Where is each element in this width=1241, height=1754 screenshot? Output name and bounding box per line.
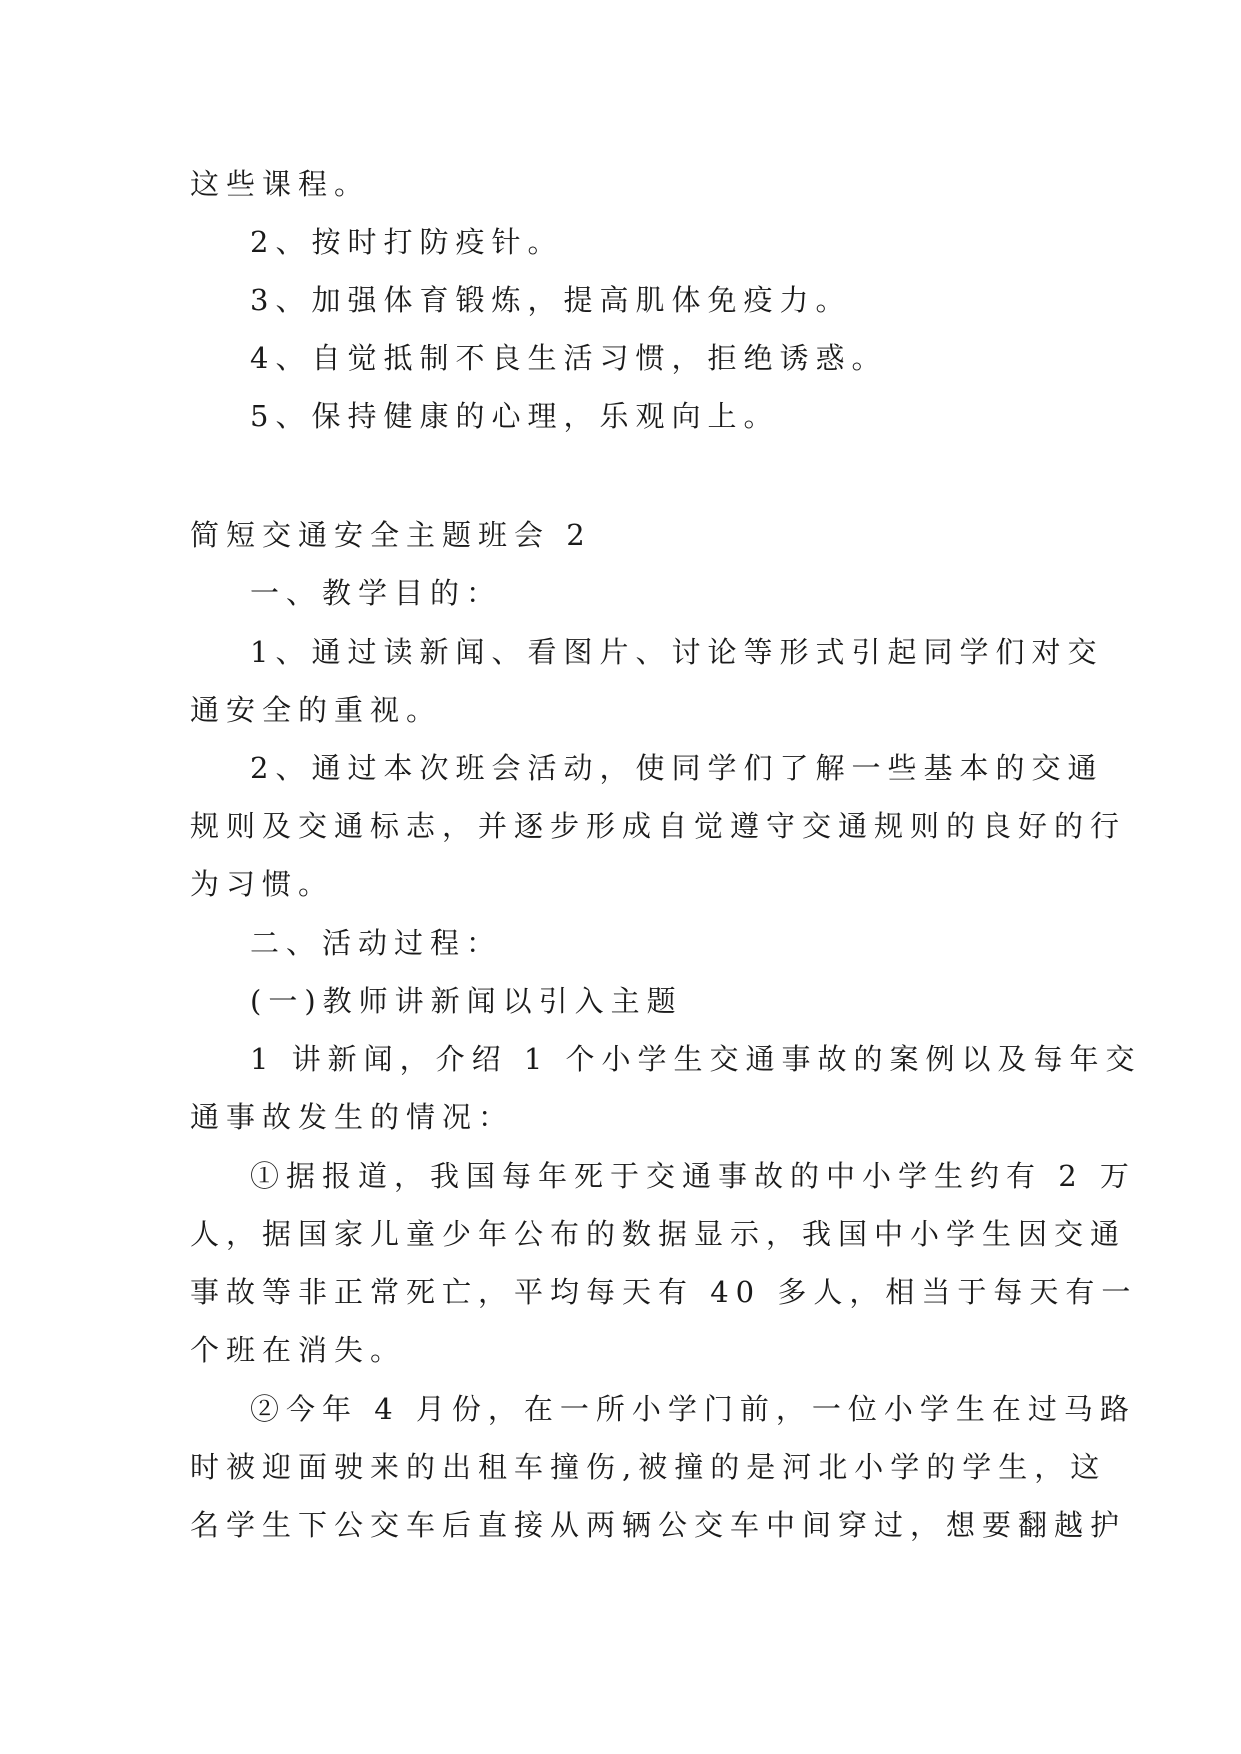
text-line: 通安全的重视。 xyxy=(190,693,443,727)
text-line: (一)教师讲新闻以引入主题 xyxy=(250,984,683,1018)
text-line: 名学生下公交车后直接从两辆公交车中间穿过，想要翻越护 xyxy=(190,1508,1127,1542)
text-line: 规则及交通标志，并逐步形成自觉遵守交通规则的良好的行 xyxy=(190,809,1127,843)
text-line: 1 讲新闻，介绍 1 个小学生交通事故的案例以及每年交 xyxy=(250,1042,1142,1076)
text-line: ①据报道，我国每年死于交通事故的中小学生约有 2 万 xyxy=(250,1159,1136,1193)
text-line: 时被迎面驶来的出租车撞伤,被撞的是河北小学的学生，这 xyxy=(190,1450,1107,1484)
text-line: 4、自觉抵制不良生活习惯，拒绝诱惑。 xyxy=(250,341,888,375)
text-line: 人，据国家儿童少年公布的数据显示，我国中小学生因交通 xyxy=(190,1217,1127,1251)
section-title: 简短交通安全主题班会 2 xyxy=(190,518,592,552)
text-line: 事故等非正常死亡，平均每天有 40 多人，相当于每天有一 xyxy=(190,1275,1138,1309)
text-line: 通事故发生的情况： xyxy=(190,1100,515,1134)
text-line: 一、教学目的： xyxy=(250,576,503,610)
text-line: ②今年 4 月份，在一所小学门前，一位小学生在过马路 xyxy=(250,1392,1136,1426)
text-line: 二、活动过程： xyxy=(250,926,503,960)
text-line: 个班在消失。 xyxy=(190,1333,407,1367)
text-line: 1、通过读新闻、看图片、讨论等形式引起同学们对交 xyxy=(250,635,1104,669)
text-line: 这些课程。 xyxy=(190,167,371,201)
text-line: 3、加强体育锻炼，提高肌体免疫力。 xyxy=(250,283,852,317)
text-line: 为习惯。 xyxy=(190,867,335,901)
text-line: 5、保持健康的心理，乐观向上。 xyxy=(250,399,780,433)
text-line: 2、按时打防疫针。 xyxy=(250,225,564,259)
text-line: 2、通过本次班会活动，使同学们了解一些基本的交通 xyxy=(250,751,1104,785)
